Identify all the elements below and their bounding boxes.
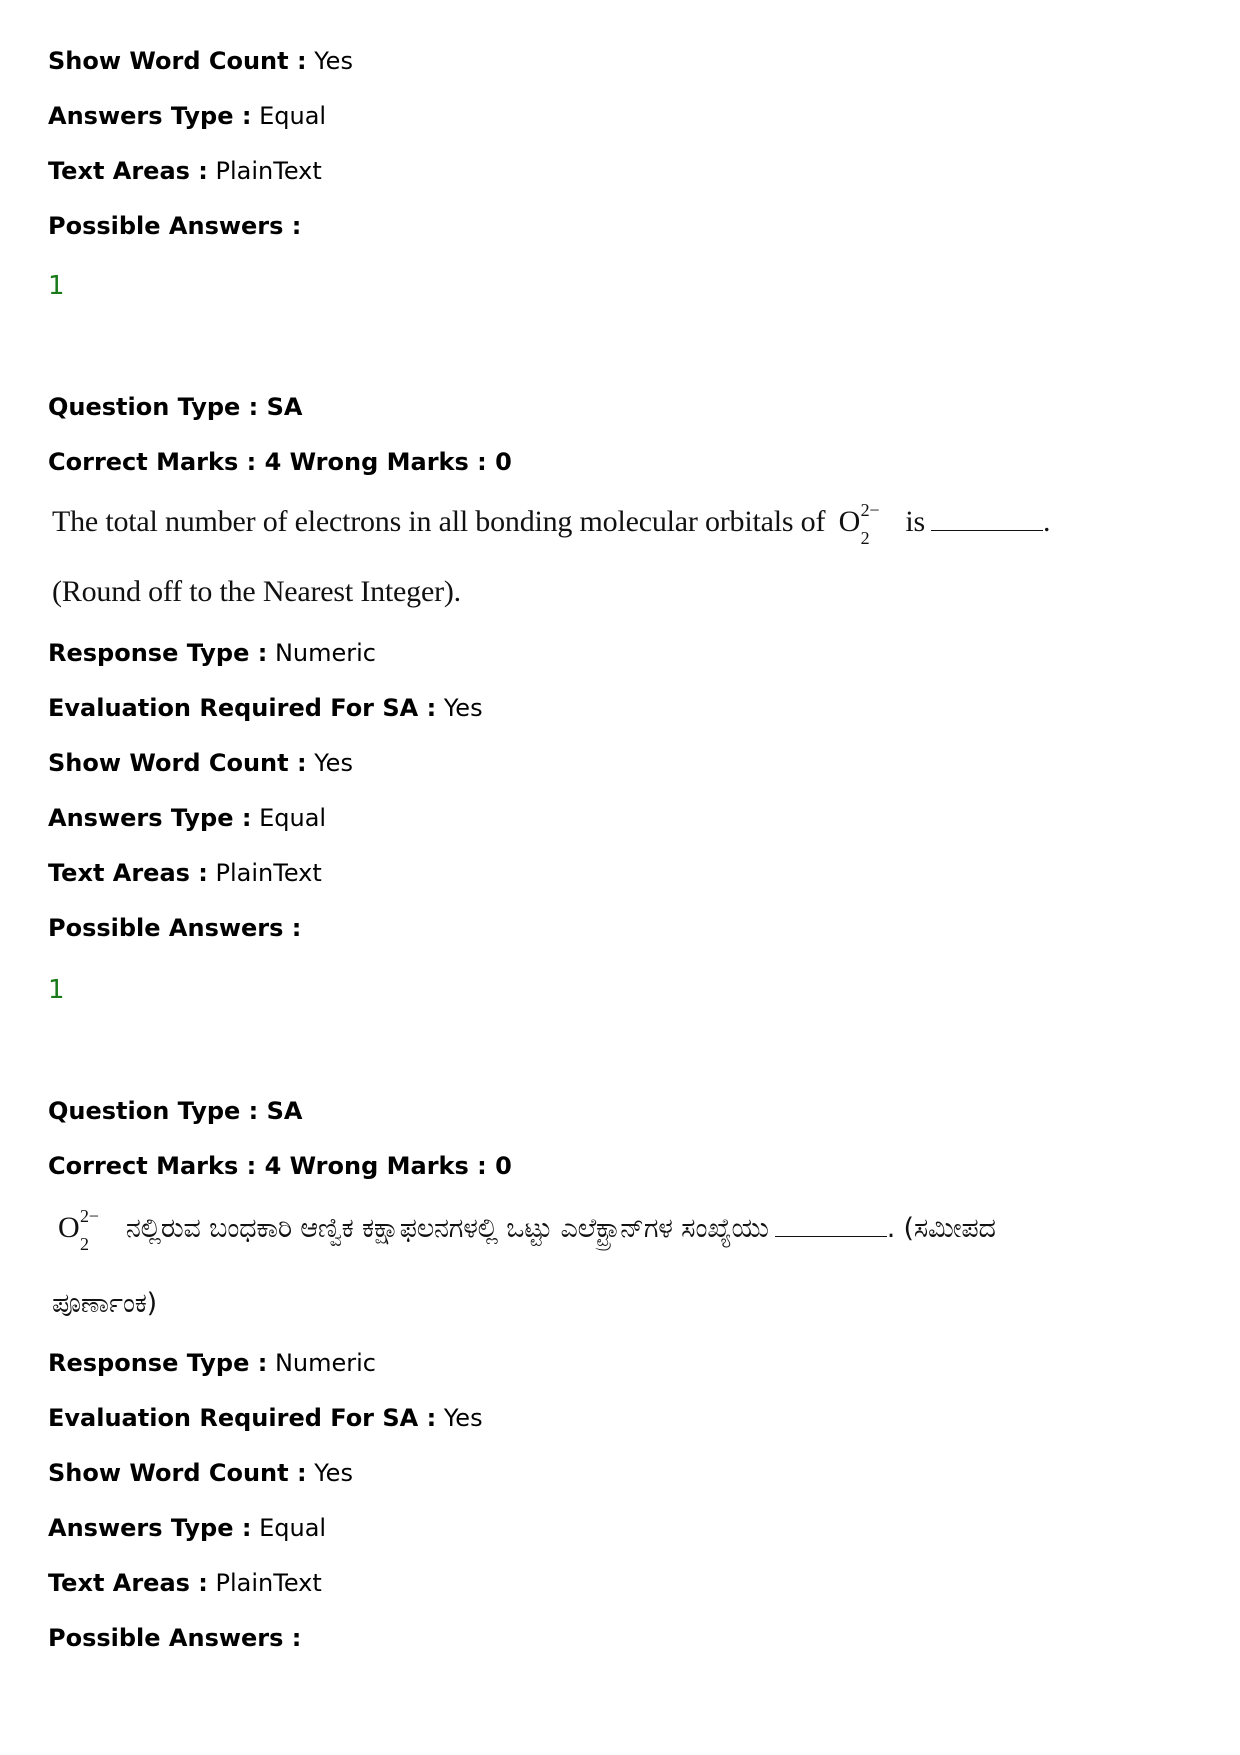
field-label: Response Type : bbox=[48, 639, 268, 667]
possible-answers-row bbox=[48, 211, 301, 241]
answers-type-row bbox=[48, 1513, 326, 1543]
chemical-formula bbox=[838, 500, 888, 548]
field-label: Evaluation Required For SA : bbox=[48, 1404, 437, 1432]
question-text-end: . (ಸಮೀಪದ bbox=[886, 1213, 996, 1244]
field-label: Answers Type : bbox=[48, 804, 252, 832]
question-type: Question Type : SA bbox=[48, 393, 303, 421]
field-label: Text Areas : bbox=[48, 859, 208, 887]
field-label: Possible Answers : bbox=[48, 914, 302, 942]
question-text-line-2: (Round off to the Nearest Integer). bbox=[52, 575, 461, 608]
field-value: Equal bbox=[259, 804, 327, 832]
question-text-line-1 bbox=[52, 500, 1051, 548]
field-label: Response Type : bbox=[48, 1349, 268, 1377]
answer-blank bbox=[775, 1210, 887, 1237]
text-areas-row bbox=[48, 858, 322, 888]
formula-base: O bbox=[58, 1211, 80, 1244]
possible-answer-value: 1 bbox=[48, 975, 65, 1005]
field-label: Show Word Count : bbox=[48, 1459, 307, 1487]
field-value: Yes bbox=[314, 47, 353, 75]
question-marks: Correct Marks : 4 Wrong Marks : 0 bbox=[48, 448, 512, 476]
show-word-count-row bbox=[48, 1458, 353, 1488]
question-text: ನಲ್ಲಿರುವ ಬಂಧಕಾರಿ ಆಣ್ವಿಕ ಕಕ್ಷಾಫಲನಗಳಲ್ಲಿ ಒಟ್ಟು ಎಲೆಕ್ಟ್ರಾನ್‌ಗಳ ಸಂಖ್ಯೆಯು bbox=[125, 1213, 769, 1244]
possible-answer-value: 1 bbox=[48, 271, 65, 301]
field-value: Yes bbox=[443, 1404, 483, 1432]
field-label: Answers Type : bbox=[48, 1514, 252, 1542]
evaluation-required-row bbox=[48, 693, 483, 723]
evaluation-required-row bbox=[48, 1403, 483, 1433]
question-text-end: . bbox=[1042, 505, 1051, 538]
field-label: Text Areas : bbox=[48, 157, 208, 185]
formula-base: O bbox=[838, 505, 861, 538]
question-text-line-2: ಪೂರ್ಣಾಂಕ) bbox=[52, 1288, 158, 1319]
formula-superscript: 2− bbox=[860, 500, 880, 520]
field-value: PlainText bbox=[215, 157, 322, 185]
field-label: Show Word Count : bbox=[48, 47, 307, 75]
question-text: The total number of electrons in all bonding molecular orbitals of bbox=[52, 505, 826, 538]
field-label: Text Areas : bbox=[48, 1569, 208, 1597]
question-type: Question Type : SA bbox=[48, 1097, 303, 1125]
field-value: PlainText bbox=[215, 1569, 322, 1597]
answers-type-row bbox=[48, 101, 326, 131]
field-value: Yes bbox=[314, 1459, 353, 1487]
answers-type-row bbox=[48, 803, 326, 833]
formula-subscript: 2 bbox=[860, 528, 870, 548]
response-type-row bbox=[48, 1348, 376, 1378]
field-label: Show Word Count : bbox=[48, 749, 307, 777]
chemical-formula bbox=[58, 1206, 107, 1254]
response-type-row bbox=[48, 638, 376, 668]
question-text: is bbox=[905, 505, 925, 538]
show-word-count-row bbox=[48, 46, 353, 76]
formula-superscript: 2− bbox=[80, 1206, 99, 1226]
show-word-count-row bbox=[48, 748, 353, 778]
field-label: Possible Answers : bbox=[48, 1624, 302, 1652]
field-label: Answers Type : bbox=[48, 102, 252, 130]
possible-answers-row bbox=[48, 1623, 301, 1653]
text-areas-row bbox=[48, 1568, 322, 1598]
answer-blank bbox=[931, 504, 1043, 531]
question-marks: Correct Marks : 4 Wrong Marks : 0 bbox=[48, 1152, 512, 1180]
formula-subscript: 2 bbox=[80, 1234, 89, 1254]
field-value: Numeric bbox=[274, 1349, 376, 1377]
possible-answers-row bbox=[48, 913, 301, 943]
field-value: Equal bbox=[259, 1514, 327, 1542]
field-value: Yes bbox=[314, 749, 353, 777]
field-label: Possible Answers : bbox=[48, 212, 302, 240]
field-value: PlainText bbox=[215, 859, 322, 887]
field-value: Numeric bbox=[274, 639, 376, 667]
field-value: Yes bbox=[443, 694, 483, 722]
text-areas-row bbox=[48, 156, 322, 186]
question-text-line-1 bbox=[52, 1206, 996, 1254]
field-label: Evaluation Required For SA : bbox=[48, 694, 437, 722]
field-value: Equal bbox=[259, 102, 327, 130]
